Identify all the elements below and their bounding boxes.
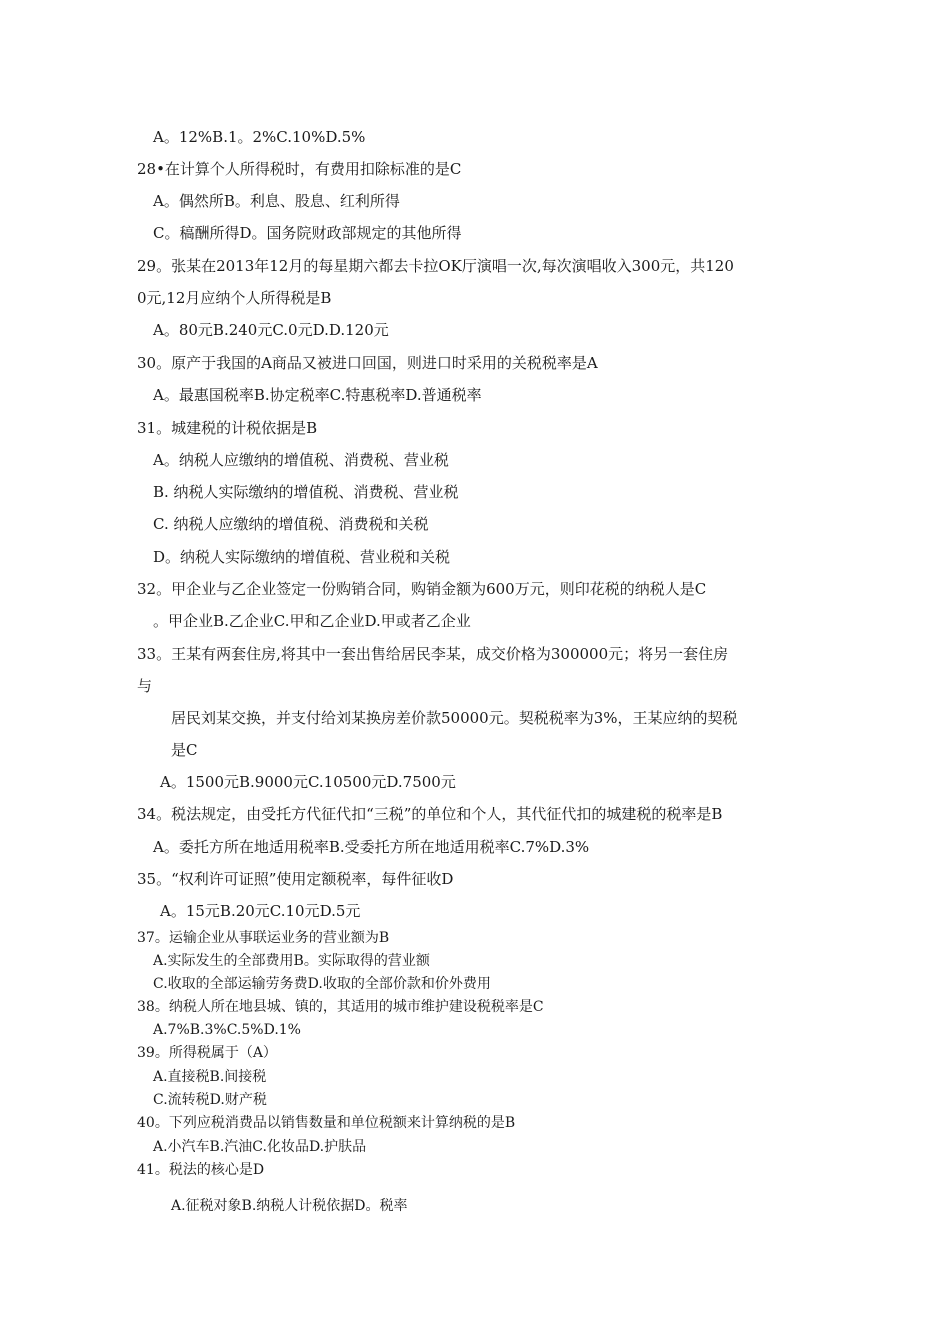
question-35: 35。“权利许可证照”使用定额税率，每件征收D [137,870,454,888]
answer-options-q37-b: C.收取的全部运输劳务费D.收取的全部价款和价外费用 [153,976,491,992]
answer-option-q31-b: B. 纳税人实际缴纳的增值税、消费税、营业税 [153,483,459,501]
question-29: 29。张某在2013年12月的每星期六都去卡拉OK厅演唱一次,每次演唱收入300元，共120 [137,257,734,275]
question-30: 30。原产于我国的A商品又被进口回国，则进口时采用的关税税率是A [137,354,598,372]
answer-options-q28-b: C。稿酬所得D。国务院财政部规定的其他所得 [153,224,462,242]
answer-options-q41: A.征税对象B.纳税人计税依据D。税率 [171,1198,408,1214]
answer-options-q39-a: A.直接税B.间接税 [153,1069,267,1085]
question-33-answer: 是C [171,741,198,759]
answer-options-q40: A.小汽车B.汽油C.化妆品D.护肤品 [153,1139,367,1155]
question-38: 38。纳税人所在地县城、镇的，其适用的城市维护建设税税率是C [137,999,544,1015]
question-40: 40。下列应税消费品以销售数量和单位税额来计算纳税的是B [137,1115,516,1131]
question-32: 32。甲企业与乙企业签定一份购销合同，购销金额为600万元，则印花税的纳税人是C [137,580,707,598]
answer-options-q27: A。12%B.1。2%C.10%D.5% [153,128,366,146]
answer-options-q35: A。15元B.20元C.10元D.5元 [160,902,361,920]
question-33-wrap: 与 [137,677,153,695]
question-37: 37。运输企业从事联运业务的营业额为B [137,930,390,946]
answer-options-q33: A。1500元B.9000元C.10500元D.7500元 [160,773,456,791]
answer-option-q31-d: D。纳税人实际缴纳的增值税、营业税和关税 [153,548,451,566]
answer-options-q30: A。最惠国税率B.协定税率C.特惠税率D.普通税率 [153,386,482,404]
answer-options-q39-b: C.流转税D.财产税 [153,1092,267,1108]
question-34: 34。税法规定，由受托方代征代扣“三税”的单位和个人，其代征代扣的城建税的税率是B [137,805,723,823]
question-39: 39。所得税属于（A） [137,1045,277,1061]
answer-options-q32: 。甲企业B.乙企业C.甲和乙企业D.甲或者乙企业 [153,612,471,630]
answer-options-q28-a: A。偶然所B。利息、股息、红利所得 [153,192,400,210]
question-29-cont: 0元,12月应纳个人所得税是B [137,289,332,307]
question-33-cont: 居民刘某交换，并支付给刘某换房差价款50000元。契税税率为3%，王某应纳的契税 [171,709,738,727]
answer-options-q29: A。80元B.240元C.0元D.D.120元 [153,321,389,339]
question-28: 28•在计算个人所得税时，有费用扣除标准的是C [137,160,462,178]
question-33: 33。王某有两套住房,将其中一套出售给居民李某，成交价格为300000元；将另一套住房 [137,645,729,663]
answer-option-q31-c: C. 纳税人应缴纳的增值税、消费税和关税 [153,515,429,533]
answer-options-q37-a: A.实际发生的全部费用B。实际取得的营业额 [153,953,430,969]
question-41: 41。税法的核心是D [137,1162,265,1178]
answer-option-q31-a: A。纳税人应缴纳的增值税、消费税、营业税 [153,451,449,469]
answer-options-q34: A。委托方所在地适用税率B.受委托方所在地适用税率C.7%D.3% [153,838,590,856]
answer-options-q38: A.7%B.3%C.5%D.1% [153,1022,301,1038]
question-31: 31。城建税的计税依据是B [137,419,318,437]
